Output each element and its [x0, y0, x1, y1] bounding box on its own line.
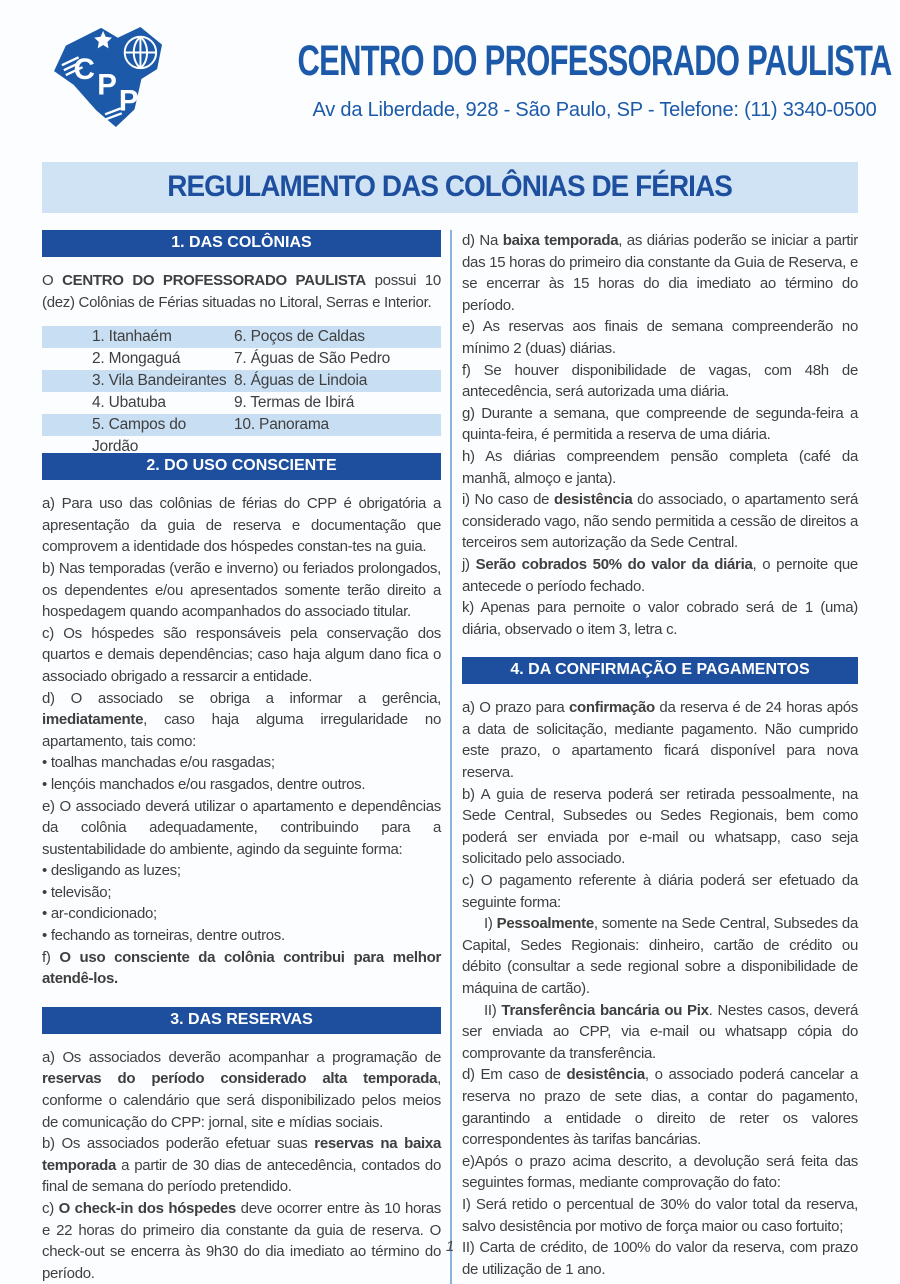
paragraph: a) O prazo para confirmação da reserva é de 24 horas após a data de solicitação, mediante pagamento. Não cumprido este prazo, o apartamento ficará disponível para nova reserva. [462, 699, 858, 782]
paragraph: k) Apenas para pernoite o valor cobrado será de 1 (uma) diária, observado o item 3, letra c. [462, 599, 858, 638]
table-cell: 7. Águas de São Pedro [234, 350, 391, 368]
paragraph: • fechando as torneiras, dentre outros. [42, 927, 285, 945]
document-title: REGULAMENTO DAS COLÔNIAS DE FÉRIAS [167, 170, 733, 203]
svg-text:P: P [118, 84, 139, 118]
organization-address: Av da Liberdade, 928 - São Paulo, SP - Telefone: (11) 3340-0500 [312, 99, 877, 121]
paragraph: b) A guia de reserva poderá ser retirada pessoalmente, na Sede Central, Subsedes ou Sedes Regionais, bem como poderá ser enviada por e-mail ou whatsapp, caso seja solicitado pelo associado. [462, 785, 858, 868]
table-cell: 3. Vila Bandeirantes [92, 372, 227, 390]
table-row [42, 414, 441, 456]
table-row [42, 392, 441, 414]
table-cell: 6. Poços de Caldas [234, 328, 365, 346]
cpp-logo [46, 24, 174, 135]
paragraph: b) Os associados poderão efetuar suas reservas na baixa temporada a partir de 30 dias de antecedência, contados do final de semana do período pretendido. [42, 1135, 442, 1196]
paragraph: e) As reservas aos finais de semana compreenderão no mínimo 2 (duas) diárias. [462, 318, 858, 357]
section-header: 4. DA CONFIRMAÇÃO E PAGAMENTOS [462, 657, 858, 684]
table-row [42, 348, 441, 370]
paragraph: d) Em caso de desistência, o associado poderá cancelar a reserva no prazo de sete dias, a contar do pagamento, garantindo a entidade o direito de reter os valores correspondentes às tarifas bancárias. [462, 1066, 858, 1149]
paragraph: f) Se houver disponibilidade de vagas, com 48h de antecedência, será autorizada uma diária. [462, 361, 858, 401]
paragraph: j) Serão cobrados 50% do valor da diária, o pernoite que antecede o período fechado. [462, 555, 858, 595]
paragraph: i) No caso de desistência do associado, o apartamento será considerado vago, não sendo permitida a cessão de direitos a terceiros sem autorização da Sede Central. [462, 491, 858, 552]
paragraph: d) Na baixa temporada, as diárias poderão se iniciar a partir das 15 horas do primeiro dia constante da Guia de Reserva, e se encerrar às 15 horas do dia imediato ao término do período. [462, 232, 858, 314]
header-text-block [182, 24, 900, 122]
paragraph: • desligando as luzes; [42, 862, 181, 880]
section-header: 1. DAS COLÔNIAS [42, 230, 441, 257]
svg-text:C: C [73, 52, 95, 86]
paragraph: e)Após o prazo acima descrito, a devolução será feita das seguintes formas, mediante comprovação do fato: [462, 1152, 858, 1192]
paragraph: I) Pessoalmente, somente na Sede Central, Subsedes da Capital, Sedes Regionais: dinheiro, cartão de crédito ou débito (consultar a sede regional sobre a disponibilidade de máquina de cartão). [462, 915, 858, 997]
paragraph: • toalhas manchadas e/ou rasgadas; [42, 754, 275, 772]
colonies-table [42, 326, 441, 456]
paragraph: f) O uso consciente da colônia contribui para melhor atendê-los. [42, 948, 441, 988]
paragraph: II) Carta de crédito, de 100% do valor da reserva, com prazo de utilização de 1 ano. [462, 1239, 858, 1278]
paragraph: h) As diárias compreendem pensão completa (café da manhã, almoço e janta). [462, 447, 858, 487]
right-column [450, 230, 858, 1284]
table-cell: 2. Mongaguá [92, 350, 181, 368]
paragraph: c) Os hóspedes são responsáveis pela conservação dos quartos e demais dependências; caso haja algum dano fica o associado obrigado a ressarcir a entidade. [42, 624, 441, 685]
paragraph: • ar-condicionado; [42, 905, 157, 923]
table-cell: 8. Águas de Lindoia [234, 372, 368, 390]
page-number: 1 [445, 1238, 455, 1255]
paragraph: c) O check-in dos hóspedes deve ocorrer entre às 10 horas e 22 horas do primeiro dia constante da guia de reserva. O check-out se encerra às 9h30 do dia imediato ao término do período. [42, 1200, 441, 1282]
paragraph: e) O associado deverá utilizar o apartamento e dependências da colônia adequadamente, contribuindo para a sustentabilidade do ambiente, agindo da seguinte forma: [42, 797, 441, 858]
paragraph: II) Transferência bancária ou Pix. Nestes casos, deverá ser enviada ao CPP, via e-mail ou whatsapp cópia do comprovante da transferência. [462, 1001, 858, 1062]
globe-icon [125, 37, 156, 68]
table-cell: 10. Panorama [234, 416, 329, 434]
table-row [42, 326, 441, 348]
paragraph: • televisão; [42, 883, 112, 901]
paragraph: b) Nas temporadas (verão e inverno) ou feriados prolongados, os dependentes e/ou apresentados somente terão direito a hospedagem quando acompanhados do associado titular. [42, 559, 441, 621]
section-header: 2. DO USO CONSCIENTE [42, 453, 441, 480]
paragraph: d) O associado se obriga a informar a gerência, imediatamente, caso haja alguma irregularidade no apartamento, tais como: [42, 689, 441, 750]
cpp-logo-icon [46, 24, 174, 130]
paragraph: g) Durante a semana, que compreende de segunda-feira a quinta-feira, é permitida a reserva de uma diária. [462, 404, 858, 444]
paragraph: a) Para uso das colônias de férias do CPP é obrigatória a apresentação da guia de reserva e documentação que comprovem a identidade dos hóspedes constan-tes na guia. [42, 495, 441, 556]
section-header: 3. DAS RESERVAS [42, 1007, 441, 1034]
document-title-banner [42, 162, 858, 213]
table-cell: 9. Termas de Ibirá [234, 394, 355, 412]
paragraph: • lençóis manchados e/ou rasgados, dentre outros. [42, 775, 366, 793]
paragraph: I) Será retido o percentual de 30% do valor total da reserva, salvo desistência por motivo de força maior ou caso fortuito; [462, 1195, 858, 1235]
paragraph: O CENTRO DO PROFESSORADO PAULISTA possui 10 (dez) Colônias de Férias situadas no Litoral, Serras e Interior. [42, 272, 441, 311]
document-header [0, 0, 900, 135]
organization-title: CENTRO DO PROFESSORADO PAULISTA [297, 37, 892, 85]
table-cell: 4. Ubatuba [92, 394, 166, 412]
paragraph: a) Os associados deverão acompanhar a programação de reservas do período considerado alta temporada, conforme o calendário que será disponibilizado pelos meios de comunicação do CPP: jornal, site e mídias sociais. [42, 1048, 441, 1131]
content-columns [42, 230, 858, 1284]
svg-text:P: P [97, 68, 117, 102]
table-cell: 1. Itanhaém [92, 328, 172, 346]
paragraph: c) O pagamento referente à diária poderá ser efetuado da seguinte forma: [462, 872, 858, 911]
table-cell: 5. Campos do Jordão [92, 416, 187, 456]
table-row [42, 370, 441, 392]
left-column [42, 230, 450, 1284]
